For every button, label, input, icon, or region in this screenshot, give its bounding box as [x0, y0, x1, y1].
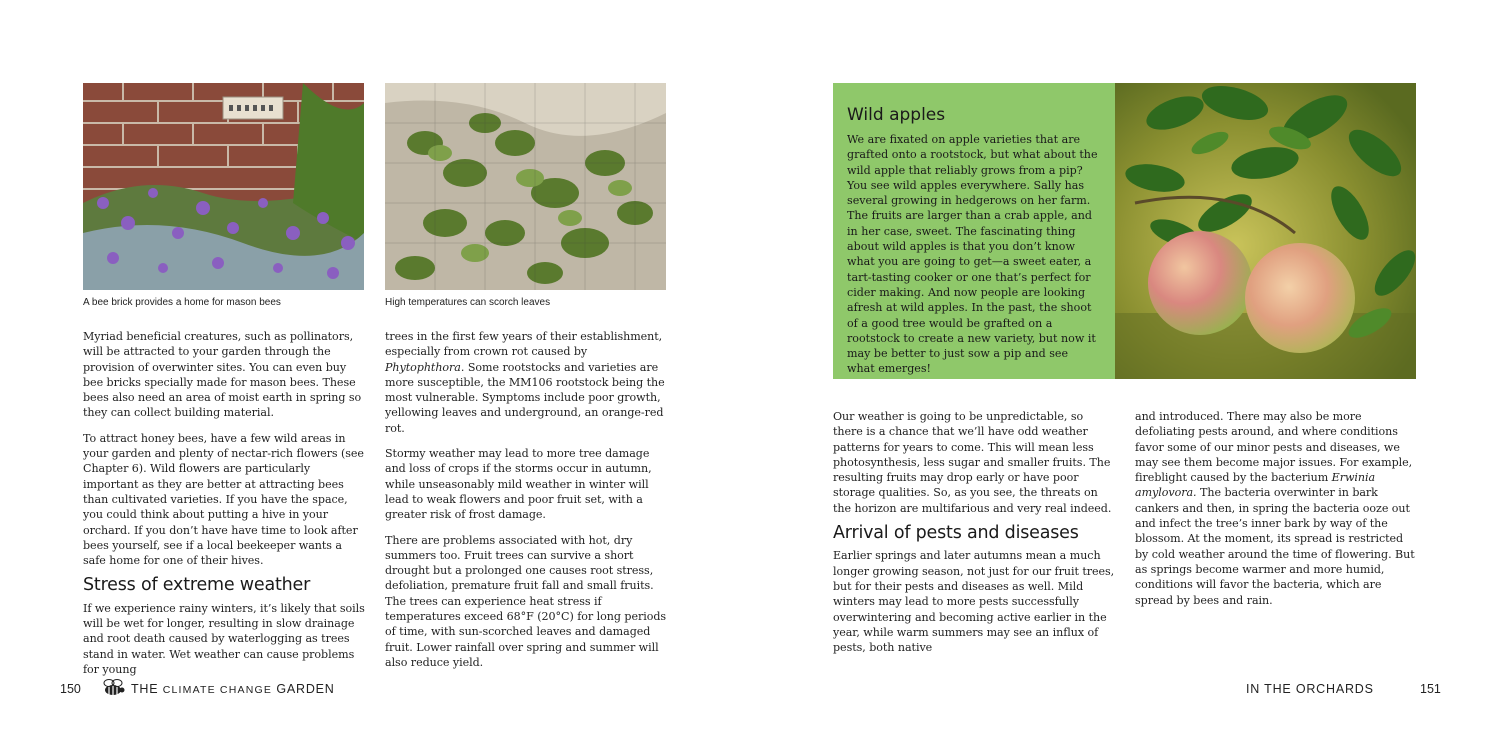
- page-number: 151: [1420, 682, 1441, 696]
- box-title: Wild apples: [847, 105, 946, 125]
- wild-apples-box: [833, 83, 1115, 379]
- scorched-leaves-photo: [385, 83, 666, 290]
- running-head: IN THE ORCHARDS: [1246, 682, 1374, 696]
- paragraph: There are problems associated with hot, dry summers too. Fruit trees can survive a short drought but a prolonged one causes root stress, defoliation, premature fruit fall and small fruits. The trees can experience heat stress if temperatures exceed 68°F (20°C) for long periods of time, with sun-scorched leaves and damaged fruit. Lower rainfall over spring and summer will also reduce yield.: [385, 533, 667, 669]
- section-heading: Arrival of pests and diseases: [833, 523, 1079, 544]
- page-number: 150: [60, 682, 81, 696]
- box-body: We are fixated on apple varieties that are grafted onto a rootstock, but what about the wild apple that reliably grows from a pip? You see wild apples everywhere. Sally has several growing in hedgerows on her farm. The fruits are larger than a crab apple, and in her case, sweet. The fascinating thing about wild apples is that you don’t know what you are going to get—a sweet eater, a tart-tasting cooker or one that’s perfect for cider making. And now people are looking afresh at wild apples. In the past, the shoot of a good tree would be grafted on a rootstock to create a new variety, but now it may be better to just sow a pip and see what emerges!: [847, 133, 1098, 376]
- paragraph: Stormy weather may lead to more tree damage and loss of crops if the storms occur in autumn, while unseasonably mild weather in winter will lead to weak flowers and poor fruit set, with a greater risk of frost damage.: [385, 447, 652, 522]
- section-heading: Stress of extreme weather: [83, 575, 311, 596]
- left-column-1: [83, 329, 365, 677]
- paragraph: trees in the first few years of their establishment, especially from crown rot caused by Phytophthora. Some rootstocks and varieties are more susceptible, the MM106 rootstock being the most vulnerable. Symptoms include poor growth, yellowing leaves and underground, an orange-red rot.: [385, 330, 665, 435]
- bee-brick-photo: [83, 83, 364, 290]
- apples-photo: [1115, 83, 1416, 379]
- photo-caption: High temperatures can scorch leaves: [385, 297, 551, 308]
- bee-icon: [98, 677, 128, 699]
- left-column-2: [385, 329, 667, 680]
- paragraph: To attract honey bees, have a few wild areas in your garden and plenty of nectar-rich flowers (see Chapter 6). Wild flowers are particularly important as they are better at attracting bees than cultivated varieties. If you have the space, you could think about putting a hive in your orchard. If you don’t have have time to look after bees yourself, see if a local beekeeper wants a safe home for one of their hives.: [83, 431, 364, 568]
- paragraph: and introduced. There may also be more defoliating pests around, and where conditions favor some of our minor pests and diseases, we may see them become major issues. For example, fireblight caused by the bacterium Erwinia amylovora. The bacteria overwinter in bark cankers and then, in spring the bacteria ooze out and infect the tree’s inner bark by way of the blossom. At the moment, its spread is restricted by cold weather around the time of flowering. But as springs become warmer and more humid, conditions will favor the bacteria, which are spread by bees and rain.: [1135, 410, 1415, 607]
- right-column-2: [1135, 409, 1417, 618]
- photo-caption: A bee brick provides a home for mason bees: [83, 297, 281, 308]
- paragraph: If we experience rainy winters, it’s likely that soils will be wet for longer, resulting in slow drainage and root death caused by waterlogging as trees stand in water. Wet weather can cause problems for young: [83, 601, 365, 676]
- paragraph: Myriad beneficial creatures, such as pollinators, will be attracted to your garden through the provision of overwinter sites. You can even buy bee bricks specially made for mason bees. These bees also need an area of moist earth in spring so they can collect building material.: [83, 330, 362, 420]
- right-column-1: [833, 409, 1115, 655]
- paragraph: Earlier springs and later autumns mean a much longer growing season, not just for our fruit trees, but for their pests and diseases as well. Mild winters may lead to more pests successfully overwintering and becoming active earlier in the year, while warm summers may see an influx of pests, both native: [833, 549, 1115, 655]
- running-head: THE CLIMATE CHANGE GARDEN: [131, 682, 335, 696]
- paragraph: Our weather is going to be unpredictable, so there is a chance that we’ll have odd weather patterns for years to come. This will mean less photosynthesis, less sugar and smaller fruits. The resulting fruits may drop early or have poor storage qualities. So, as you see, the threats on the horizon are multifarious and very real indeed.: [833, 410, 1112, 515]
